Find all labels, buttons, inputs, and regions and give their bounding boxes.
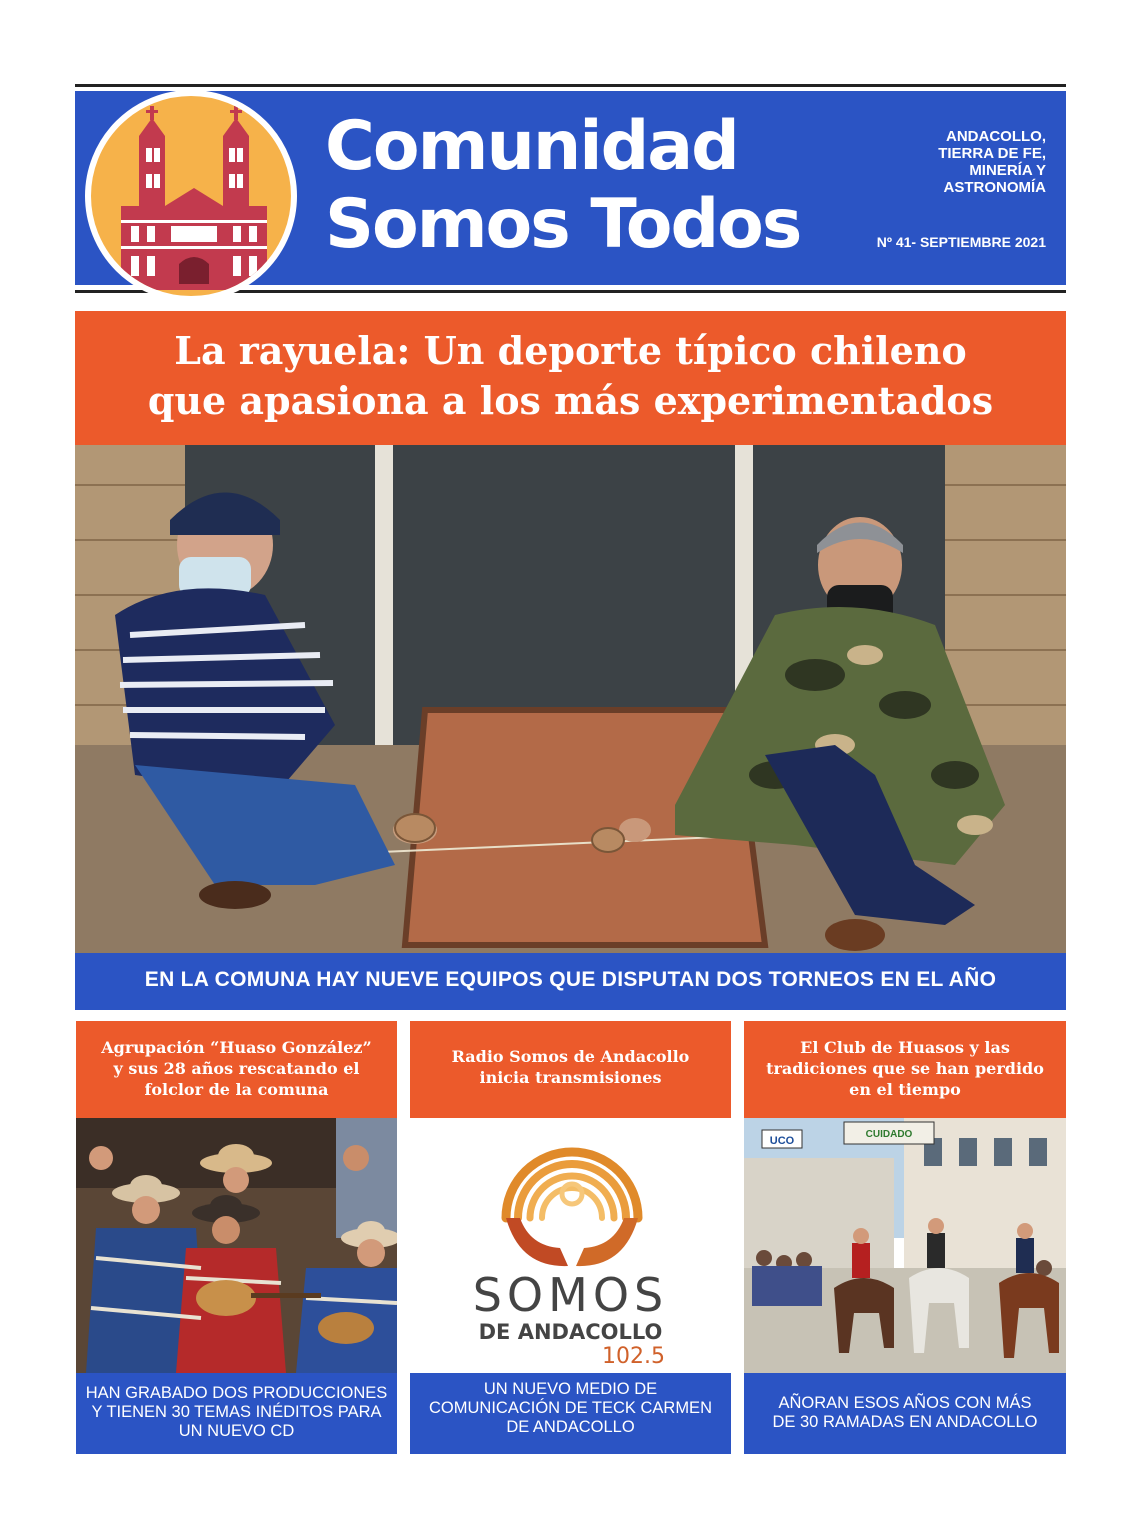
caption-line: AÑORAN ESOS AÑOS CON MÁS: [778, 1394, 1032, 1412]
headline-line: en el tiempo: [849, 1080, 961, 1099]
headline-line: folclor de la comuna: [144, 1080, 329, 1099]
main-headline: [75, 326, 1066, 426]
caption-line: DE ANDACOLLO: [506, 1418, 635, 1436]
column2-headline: [410, 1046, 731, 1088]
column1-caption: [76, 1384, 397, 1441]
headline-line: El Club de Huasos y las: [800, 1038, 1010, 1057]
caption-line: Y TIENEN 30 TEMAS INÉDITOS PARA: [91, 1403, 382, 1421]
radio-logo-sub: DE ANDACOLLO: [478, 1320, 663, 1344]
caption-line: UN NUEVO CD: [178, 1422, 295, 1440]
issue-number: Nº 41- SEPTIEMBRE 2021: [876, 234, 1046, 250]
column3-headline: [744, 1037, 1066, 1100]
masthead-title-line2: Somos Todos: [325, 185, 801, 264]
masthead-logo: [85, 90, 297, 302]
caption-line: DE 30 RAMADAS EN ANDACOLLO: [772, 1413, 1038, 1431]
church-icon: [91, 96, 291, 296]
headline-line: que apasiona a los más experimentados: [147, 378, 994, 423]
masthead-top-rule: [75, 84, 1066, 87]
masthead-title-line1: Comunidad: [325, 107, 738, 186]
headline-line: tradiciones que se han perdido: [766, 1059, 1044, 1078]
column3-caption: [744, 1394, 1066, 1432]
folk-group-photo: [76, 1118, 397, 1373]
caption-line: HAN GRABADO DOS PRODUCCIONES: [85, 1384, 388, 1402]
column1-headline: [76, 1037, 397, 1100]
column3-photo: [744, 1118, 1066, 1373]
column2-caption: [410, 1380, 731, 1437]
photo-sign-text: CUIDADO: [865, 1129, 913, 1140]
main-photo: [75, 445, 1066, 953]
tagline-line: MINERÍA Y: [969, 162, 1046, 179]
tagline-line: ASTRONOMÍA: [943, 179, 1046, 196]
column1-photo: [76, 1118, 397, 1373]
radio-logo: [410, 1118, 731, 1373]
headline-line: inicia transmisiones: [479, 1068, 662, 1087]
headline-line: Radio Somos de Andacollo: [451, 1047, 690, 1066]
tagline-line: TIERRA DE FE,: [938, 145, 1046, 162]
tagline-line: ANDACOLLO,: [946, 128, 1046, 145]
main-caption: EN LA COMUNA HAY NUEVE EQUIPOS QUE DISPUTAN DOS TORNEOS EN EL AÑO: [144, 968, 997, 991]
caption-line: COMUNICACIÓN DE TECK CARMEN: [429, 1399, 712, 1417]
radio-waves-icon: [410, 1118, 731, 1268]
rayuela-photo: [75, 445, 1066, 953]
huasos-parade-photo: [744, 1118, 1066, 1373]
photo-sign-text: UCO: [769, 1135, 795, 1147]
headline-line: La rayuela: Un deporte típico chileno: [174, 328, 967, 373]
headline-line: Agrupación “Huaso González”: [101, 1038, 372, 1057]
radio-logo-frequency: 102.5: [602, 1344, 665, 1369]
masthead-tagline: [826, 128, 1046, 196]
headline-line: y sus 28 años rescatando el: [113, 1059, 360, 1078]
caption-line: UN NUEVO MEDIO DE: [483, 1380, 658, 1398]
radio-logo-word: SOMOS: [472, 1268, 669, 1322]
